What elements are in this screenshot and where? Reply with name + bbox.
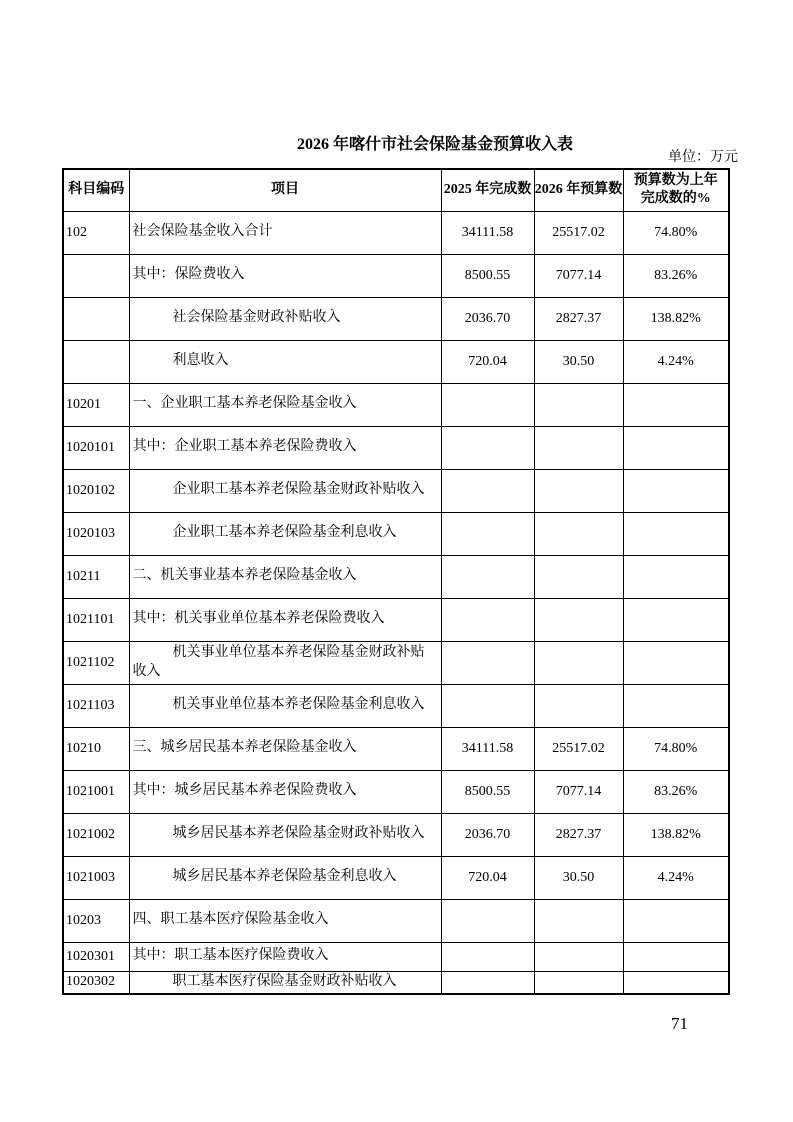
value-2026-cell xyxy=(534,469,623,512)
item-cell: 城乡居民基本养老保险基金财政补贴收入 xyxy=(129,813,441,856)
item-cell: 职工基本医疗保险基金财政补贴收入 xyxy=(129,971,441,994)
code-cell: 10210 xyxy=(63,727,129,770)
table-row xyxy=(63,899,729,942)
code-cell: 1020302 xyxy=(63,971,129,994)
table-row xyxy=(63,770,729,813)
value-2025-cell: 34111.58 xyxy=(441,727,534,770)
value-2025-cell: 8500.55 xyxy=(441,770,534,813)
item-cell: 其中：职工基本医疗保险费收入 xyxy=(129,942,441,971)
table-row xyxy=(63,383,729,426)
code-cell: 10211 xyxy=(63,555,129,598)
table-row xyxy=(63,340,729,383)
value-2026-cell: 2827.37 xyxy=(534,297,623,340)
value-2026-cell xyxy=(534,512,623,555)
value-2025-cell xyxy=(441,555,534,598)
percent-cell: 83.26% xyxy=(623,254,729,297)
value-2025-cell xyxy=(441,641,534,684)
value-2026-cell xyxy=(534,426,623,469)
value-2025-cell xyxy=(441,684,534,727)
item-cell: 城乡居民基本养老保险基金利息收入 xyxy=(129,856,441,899)
table-header xyxy=(63,169,729,211)
value-2026-cell: 25517.02 xyxy=(534,727,623,770)
value-2026-cell xyxy=(534,899,623,942)
code-cell: 1021101 xyxy=(63,598,129,641)
code-cell: 1020103 xyxy=(63,512,129,555)
percent-cell: 74.80% xyxy=(623,727,729,770)
item-cell: 机关事业单位基本养老保险基金利息收入 xyxy=(129,684,441,727)
table-row xyxy=(63,641,729,684)
code-cell xyxy=(63,254,129,297)
code-cell: 10201 xyxy=(63,383,129,426)
table-row xyxy=(63,813,729,856)
budget-revenue-table xyxy=(62,168,730,995)
percent-cell xyxy=(623,512,729,555)
value-2025-cell: 34111.58 xyxy=(441,211,534,254)
value-2026-cell xyxy=(534,555,623,598)
table-row xyxy=(63,211,729,254)
code-cell: 1021002 xyxy=(63,813,129,856)
value-2026-cell: 30.50 xyxy=(534,856,623,899)
page-title: 2026 年喀什市社会保险基金预算收入表 xyxy=(296,136,574,153)
percent-cell xyxy=(623,469,729,512)
value-2025-cell: 2036.70 xyxy=(441,813,534,856)
value-2025-cell: 8500.55 xyxy=(441,254,534,297)
item-cell: 社会保险基金收入合计 xyxy=(129,211,441,254)
item-cell: 企业职工基本养老保险基金利息收入 xyxy=(129,512,441,555)
table-row xyxy=(63,254,729,297)
value-2026-cell xyxy=(534,383,623,426)
table-row xyxy=(63,426,729,469)
code-cell xyxy=(63,297,129,340)
percent-cell: 4.24% xyxy=(623,340,729,383)
value-2025-cell: 720.04 xyxy=(441,340,534,383)
code-cell xyxy=(63,340,129,383)
percent-cell xyxy=(623,899,729,942)
value-2026-cell: 7077.14 xyxy=(534,770,623,813)
value-2025-cell xyxy=(441,942,534,971)
value-2025-cell xyxy=(441,426,534,469)
unit-note: 单位：万元 xyxy=(668,150,738,165)
value-2026-cell: 30.50 xyxy=(534,340,623,383)
percent-cell: 83.26% xyxy=(623,770,729,813)
code-cell: 1021103 xyxy=(63,684,129,727)
item-cell: 二、机关事业基本养老保险基金收入 xyxy=(129,555,441,598)
column-header-2026-budget: 2026 年预算数 xyxy=(534,169,623,211)
item-cell: 其中：城乡居民基本养老保险费收入 xyxy=(129,770,441,813)
table-row xyxy=(63,942,729,971)
value-2026-cell: 7077.14 xyxy=(534,254,623,297)
item-cell: 利息收入 xyxy=(129,340,441,383)
code-cell: 1020301 xyxy=(63,942,129,971)
value-2025-cell xyxy=(441,899,534,942)
table-row xyxy=(63,469,729,512)
page-number: 71 xyxy=(671,1014,688,1033)
percent-cell xyxy=(623,426,729,469)
value-2025-cell xyxy=(441,383,534,426)
table-header-row xyxy=(63,169,729,211)
value-2026-cell xyxy=(534,971,623,994)
code-cell: 1020101 xyxy=(63,426,129,469)
value-2025-cell: 2036.70 xyxy=(441,297,534,340)
table-row xyxy=(63,555,729,598)
value-2025-cell xyxy=(441,971,534,994)
percent-cell xyxy=(623,971,729,994)
code-cell: 1020102 xyxy=(63,469,129,512)
value-2026-cell xyxy=(534,942,623,971)
value-2025-cell: 720.04 xyxy=(441,856,534,899)
item-cell: 三、城乡居民基本养老保险基金收入 xyxy=(129,727,441,770)
column-header-item: 项目 xyxy=(129,169,441,211)
percent-cell: 74.80% xyxy=(623,211,729,254)
item-cell: 其中：保险费收入 xyxy=(129,254,441,297)
table-row xyxy=(63,297,729,340)
value-2026-cell: 2827.37 xyxy=(534,813,623,856)
column-header-2025-actual: 2025 年完成数 xyxy=(441,169,534,211)
percent-cell xyxy=(623,383,729,426)
value-2025-cell xyxy=(441,598,534,641)
code-cell: 10203 xyxy=(63,899,129,942)
item-cell: 其中：机关事业单位基本养老保险费收入 xyxy=(129,598,441,641)
value-2025-cell xyxy=(441,512,534,555)
column-header-percent xyxy=(623,169,729,211)
table-body xyxy=(63,211,729,994)
table-row xyxy=(63,684,729,727)
item-cell: 企业职工基本养老保险基金财政补贴收入 xyxy=(129,469,441,512)
table-row xyxy=(63,512,729,555)
table-row xyxy=(63,598,729,641)
percent-cell: 138.82% xyxy=(623,297,729,340)
item-cell: 一、企业职工基本养老保险基金收入 xyxy=(129,383,441,426)
percent-cell: 138.82% xyxy=(623,813,729,856)
percent-cell xyxy=(623,942,729,971)
column-header-percent-line2: 完成数的% xyxy=(640,191,711,207)
percent-cell: 4.24% xyxy=(623,856,729,899)
code-cell: 1021003 xyxy=(63,856,129,899)
table-row xyxy=(63,971,729,994)
percent-cell xyxy=(623,555,729,598)
percent-cell xyxy=(623,598,729,641)
percent-cell xyxy=(623,684,729,727)
column-header-code: 科目编码 xyxy=(63,169,129,211)
value-2026-cell xyxy=(534,598,623,641)
item-cell: 机关事业单位基本养老保险基金财政补贴收入 xyxy=(129,641,441,684)
item-cell: 其中：企业职工基本养老保险费收入 xyxy=(129,426,441,469)
code-cell: 102 xyxy=(63,211,129,254)
value-2026-cell xyxy=(534,641,623,684)
item-cell: 四、职工基本医疗保险基金收入 xyxy=(129,899,441,942)
code-cell: 1021102 xyxy=(63,641,129,684)
column-header-percent-line1: 预算数为上年 xyxy=(633,173,718,189)
percent-cell xyxy=(623,641,729,684)
value-2026-cell xyxy=(534,684,623,727)
table-row xyxy=(63,727,729,770)
value-2025-cell xyxy=(441,469,534,512)
item-cell: 社会保险基金财政补贴收入 xyxy=(129,297,441,340)
code-cell: 1021001 xyxy=(63,770,129,813)
value-2026-cell: 25517.02 xyxy=(534,211,623,254)
table-row xyxy=(63,856,729,899)
